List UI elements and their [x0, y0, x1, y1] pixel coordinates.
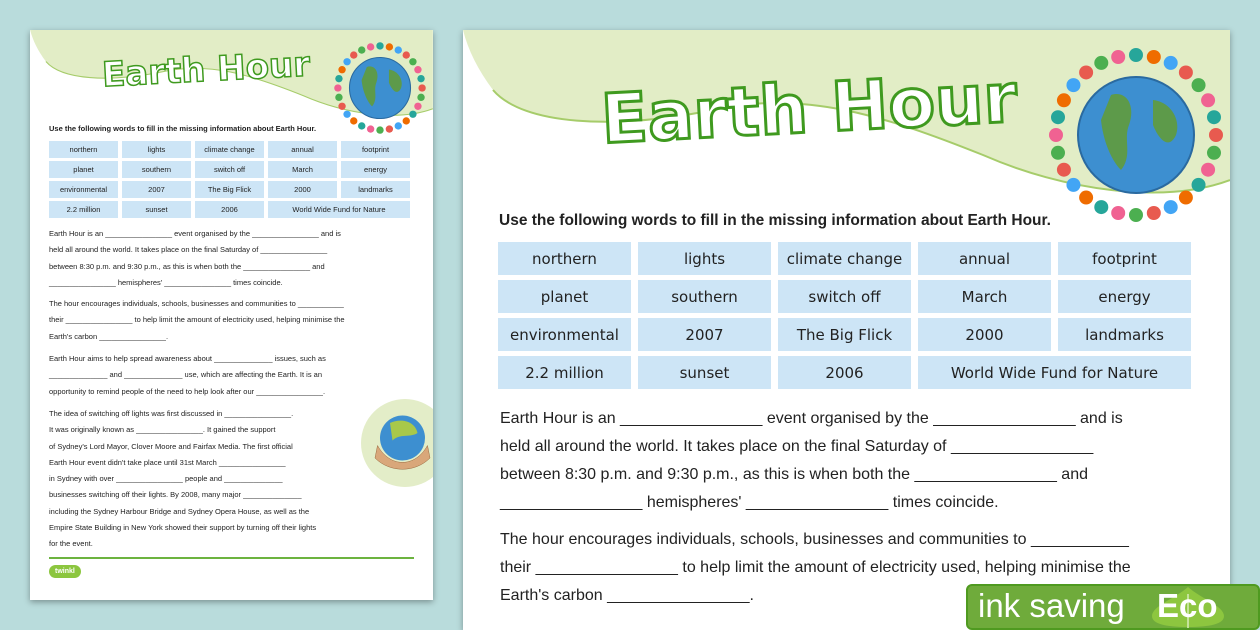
person-figure — [367, 125, 374, 132]
earth-in-hands-icon — [360, 398, 433, 488]
word-bank-cell: 2006 — [778, 356, 911, 389]
person-figure — [334, 84, 341, 91]
paragraph-line: Earth Hour is an ________________ event organised by the ________________ and is — [49, 229, 341, 238]
paragraph-line: The hour encourages individuals, schools, businesses and communities to ___________ — [49, 299, 344, 308]
person-figure — [350, 51, 357, 58]
person-figure — [343, 111, 350, 118]
person-figure — [1147, 206, 1161, 220]
footer-divider — [49, 557, 414, 559]
word-bank-cell: switch off — [778, 280, 911, 313]
word-bank-cell: southern — [122, 161, 191, 178]
paragraph-line: Earth's carbon ________________. — [500, 587, 754, 604]
word-bank-cell: energy — [341, 161, 410, 178]
person-figure — [350, 117, 357, 124]
person-figure — [1179, 65, 1193, 79]
paragraph-line: Earth Hour is an ________________ event organised by the ________________ and is — [500, 410, 1123, 427]
word-bank-cell: planet — [498, 280, 631, 313]
word-bank-cell: The Big Flick — [778, 318, 911, 351]
eco-label: Eco — [1157, 587, 1218, 624]
person-figure — [376, 42, 383, 49]
word-bank-cell: sunset — [638, 356, 771, 389]
instructions: Use the following words to fill in the missing information about Earth Hour. — [499, 212, 1051, 229]
person-figure — [343, 58, 350, 65]
person-figure — [1111, 206, 1125, 220]
person-figure — [409, 111, 416, 118]
person-figure — [1179, 191, 1193, 205]
worksheet-preview — [463, 30, 1230, 630]
paragraph-line: ________________ hemispheres' ________________ times coincide. — [49, 277, 283, 287]
paragraph-line: ______________ and ______________ use, which are affecting the Earth. It is an — [49, 370, 322, 380]
person-figure — [1164, 200, 1178, 214]
person-figure — [386, 43, 393, 50]
paragraph-4 — [49, 406, 316, 553]
word-bank-cell: landmarks — [341, 181, 410, 198]
paragraph-line: their ________________ to help limit the amount of electricity used, helping minimise the — [49, 315, 345, 325]
word-bank-cell: World Wide Fund for Nature — [918, 356, 1191, 389]
person-figure — [358, 122, 365, 129]
word-bank-cell: sunset — [122, 201, 191, 218]
person-figure — [409, 58, 416, 65]
paragraph-1 — [49, 226, 341, 291]
person-figure — [403, 51, 410, 58]
word-bank-cell: southern — [638, 280, 771, 313]
paragraph-line: businesses switching off their lights. By 2008, many major ______________ — [49, 490, 302, 500]
word-bank — [49, 141, 410, 218]
person-figure — [418, 84, 425, 91]
word-bank-cell: energy — [1058, 280, 1191, 313]
person-figure — [1192, 78, 1206, 92]
word-bank-cell: planet — [49, 161, 118, 178]
page-title: Earth Hour — [599, 59, 1019, 160]
earth-people-icon — [330, 38, 430, 138]
page-title: Earth Hour — [101, 44, 311, 96]
twinkl-logo: twinkl — [49, 565, 81, 578]
person-figure — [1057, 163, 1071, 177]
word-bank-cell: 2006 — [195, 201, 264, 218]
person-figure — [1111, 50, 1125, 64]
person-figure — [417, 94, 424, 101]
word-bank-cell: environmental — [498, 318, 631, 351]
person-figure — [1049, 128, 1063, 142]
person-figure — [414, 66, 421, 73]
paragraph-line: The hour encourages individuals, schools, businesses and communities to ___________ — [500, 531, 1129, 548]
word-bank-cell: lights — [638, 242, 771, 275]
word-bank-cell: The Big Flick — [195, 181, 264, 198]
word-bank — [498, 242, 1191, 389]
word-bank-cell: climate change — [778, 242, 911, 275]
person-figure — [1201, 93, 1215, 107]
person-figure — [338, 66, 345, 73]
person-figure — [335, 94, 342, 101]
word-bank-cell: footprint — [1058, 242, 1191, 275]
person-figure — [335, 75, 342, 82]
word-bank-cell: 2007 — [638, 318, 771, 351]
person-figure — [1094, 56, 1108, 70]
paragraph-line: opportunity to remind people of the need to help look after our ________________. — [49, 386, 326, 396]
word-bank-cell: March — [268, 161, 337, 178]
word-bank-cell: March — [918, 280, 1051, 313]
person-figure — [1201, 163, 1215, 177]
person-figure — [367, 43, 374, 50]
paragraph-line: Earth's carbon ________________. — [49, 331, 169, 341]
paragraph-2 — [49, 296, 345, 345]
paragraph-line: between 8:30 p.m. and 9:30 p.m., as this is when both the ________________ and — [49, 261, 325, 271]
person-figure — [1147, 50, 1161, 64]
word-bank-cell: footprint — [341, 141, 410, 158]
earth-people-icon — [1041, 40, 1230, 230]
paragraph-line: Earth Hour event didn't take place until 31st March ________________ — [49, 457, 286, 467]
worksheet-thumbnail[interactable] — [30, 30, 433, 600]
instructions: Use the following words to fill in the missing information about Earth Hour. — [49, 124, 317, 133]
person-figure — [1129, 48, 1143, 62]
person-figure — [414, 103, 421, 110]
word-bank-cell: World Wide Fund for Nature — [268, 201, 410, 218]
word-bank-cell: lights — [122, 141, 191, 158]
person-figure — [1094, 200, 1108, 214]
person-figure — [395, 122, 402, 129]
ink-saving-label: ink saving — [978, 587, 1125, 624]
paragraph-line: It was originally known as ________________. It gained the support — [49, 425, 276, 435]
word-bank-cell: 2.2 million — [498, 356, 631, 389]
paragraph-line: held all around the world. It takes place on the final Saturday of ________________ — [500, 438, 1094, 455]
word-bank-cell: northern — [498, 242, 631, 275]
person-figure — [1079, 65, 1093, 79]
word-bank-cell: annual — [918, 242, 1051, 275]
person-figure — [1207, 110, 1221, 124]
person-figure — [1051, 146, 1065, 160]
person-figure — [338, 103, 345, 110]
paragraph-line: between 8:30 p.m. and 9:30 p.m., as this is when both the ________________ and — [500, 466, 1088, 483]
person-figure — [403, 117, 410, 124]
word-bank-cell: 2000 — [918, 318, 1051, 351]
paragraph-line: ________________ hemispheres' ________________ times coincide. — [500, 494, 999, 511]
word-bank-cell: climate change — [195, 141, 264, 158]
person-figure — [395, 46, 402, 53]
paragraph-line: Empire State Building in New York showed their support by turning off their lights — [49, 523, 317, 533]
person-figure — [1066, 178, 1080, 192]
word-bank-cell: landmarks — [1058, 318, 1191, 351]
paragraph-1 — [500, 405, 1123, 517]
person-figure — [1051, 110, 1065, 124]
word-bank-cell: 2000 — [268, 181, 337, 198]
paragraph-line: in Sydney with over ________________ people and ______________ — [49, 474, 283, 484]
word-bank-cell: 2.2 million — [49, 201, 118, 218]
paragraph-line: Earth Hour aims to help spread awareness about ______________ issues, such as — [49, 354, 326, 363]
person-figure — [1192, 178, 1206, 192]
paragraph-line: for the event. — [49, 539, 93, 549]
person-figure — [1129, 208, 1143, 222]
person-figure — [386, 125, 393, 132]
paragraph-line: including the Sydney Harbour Bridge and Sydney Opera House, as well as the — [49, 506, 310, 516]
person-figure — [1057, 93, 1071, 107]
person-figure — [358, 46, 365, 53]
person-figure — [1209, 128, 1223, 142]
paragraph-line: their ________________ to help limit the amount of electricity used, helping minimise the — [500, 559, 1131, 576]
person-figure — [1079, 191, 1093, 205]
word-bank-cell: environmental — [49, 181, 118, 198]
word-bank-cell: northern — [49, 141, 118, 158]
person-figure — [376, 126, 383, 133]
paragraph-3 — [49, 351, 326, 400]
person-figure — [417, 75, 424, 82]
word-bank-cell: 2007 — [122, 181, 191, 198]
paragraph-line: The idea of switching off lights was first discussed in ________________. — [49, 409, 294, 418]
paragraph-line: of Sydney's Lord Mayor, Clover Moore and Fairfax Media. The first official — [49, 441, 293, 451]
person-figure — [1066, 78, 1080, 92]
person-figure — [1207, 146, 1221, 160]
word-bank-cell: annual — [268, 141, 337, 158]
person-figure — [1164, 56, 1178, 70]
paragraph-line: held all around the world. It takes place on the final Saturday of ________________ — [49, 245, 328, 255]
word-bank-cell: switch off — [195, 161, 264, 178]
